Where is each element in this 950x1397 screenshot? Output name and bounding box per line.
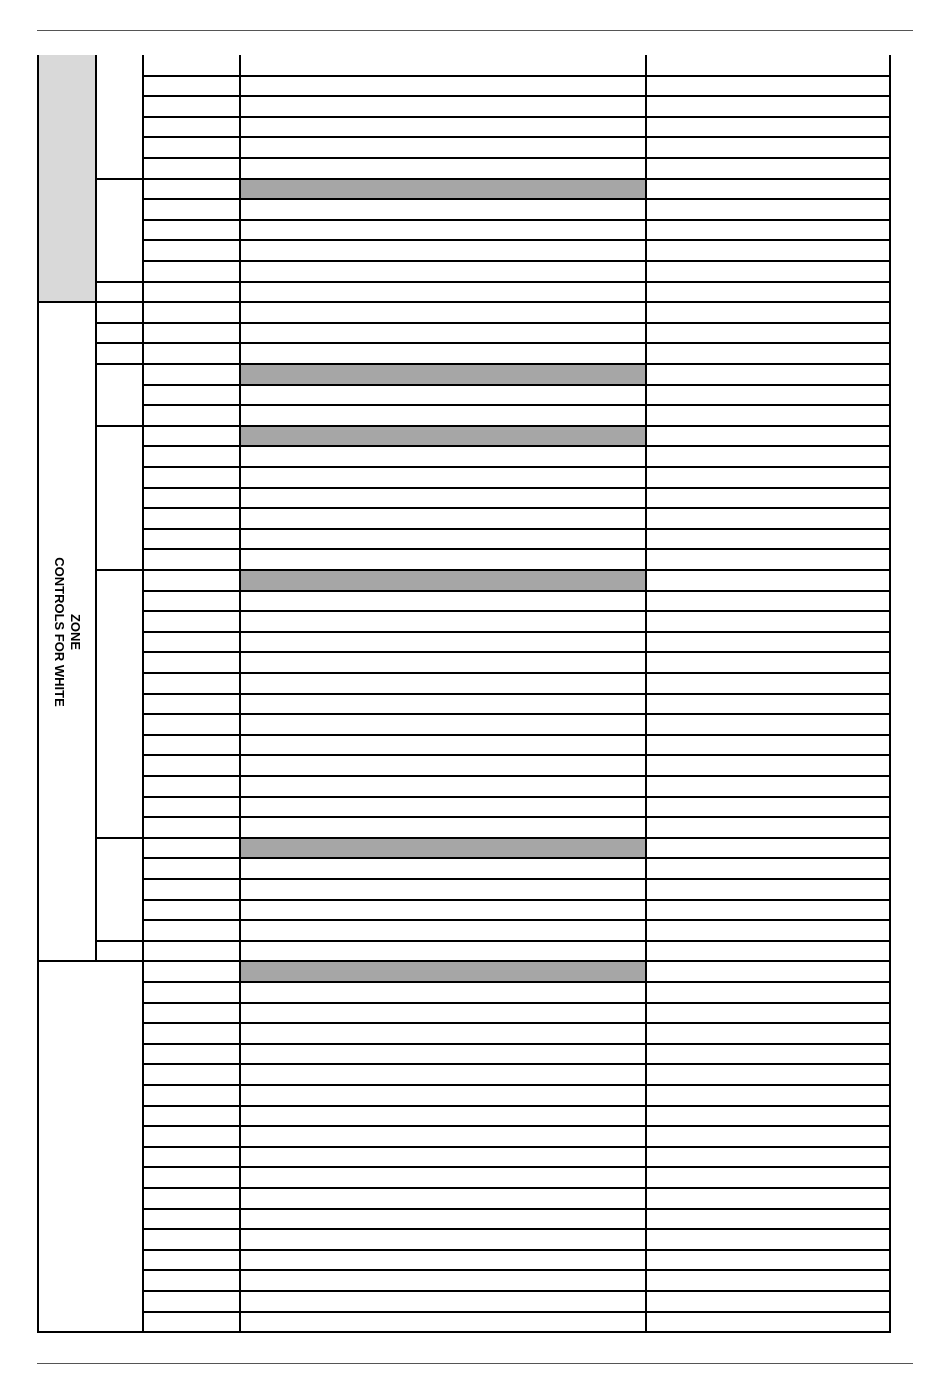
row-line xyxy=(143,466,891,468)
row-line xyxy=(143,610,891,612)
row-line xyxy=(143,816,891,818)
group-line xyxy=(96,940,144,942)
column-line xyxy=(142,55,144,1333)
row-line xyxy=(143,178,891,180)
row-line xyxy=(143,775,891,777)
zone-label-line2: CONTROLS FOR WHITE xyxy=(52,557,67,707)
row-line xyxy=(143,219,891,221)
row-line xyxy=(143,198,891,200)
group-line xyxy=(96,301,144,303)
row-line xyxy=(143,1002,891,1004)
row-line xyxy=(143,528,891,530)
group-line xyxy=(96,425,144,427)
row-line xyxy=(143,1166,891,1168)
row-line xyxy=(143,960,891,962)
row-line xyxy=(143,651,891,653)
group-line xyxy=(96,281,144,283)
row-line xyxy=(143,1187,891,1189)
group-line xyxy=(96,322,144,324)
row-line xyxy=(143,425,891,427)
shaded-row xyxy=(240,838,646,859)
row-line xyxy=(143,239,891,241)
group-line xyxy=(96,342,144,344)
group-line xyxy=(96,569,144,571)
row-line xyxy=(143,342,891,344)
row-line xyxy=(143,1228,891,1230)
group-line xyxy=(96,178,144,180)
table-right-border xyxy=(889,55,891,1333)
row-line xyxy=(143,384,891,386)
row-line xyxy=(143,693,891,695)
row-line xyxy=(143,1146,891,1148)
group-line xyxy=(96,363,144,365)
row-line xyxy=(143,981,891,983)
column-line xyxy=(645,55,647,1333)
row-line xyxy=(143,445,891,447)
row-line xyxy=(143,507,891,509)
shaded-row xyxy=(240,426,646,447)
row-line xyxy=(143,1063,891,1065)
row-line xyxy=(143,281,891,283)
row-line xyxy=(143,1022,891,1024)
row-line xyxy=(143,713,891,715)
row-line xyxy=(143,1125,891,1127)
row-line xyxy=(143,260,891,262)
row-line xyxy=(143,1043,891,1045)
row-line xyxy=(143,919,891,921)
column-line xyxy=(239,55,241,1333)
row-line xyxy=(143,1084,891,1086)
row-line xyxy=(143,136,891,138)
shaded-row xyxy=(240,961,646,982)
row-line xyxy=(143,322,891,324)
row-line xyxy=(143,95,891,97)
section-shade xyxy=(38,55,96,302)
row-line xyxy=(143,1208,891,1210)
row-line xyxy=(143,878,891,880)
row-line xyxy=(143,116,891,118)
row-line xyxy=(143,940,891,942)
group-line xyxy=(96,960,144,962)
row-line xyxy=(143,404,891,406)
row-line xyxy=(143,1311,891,1313)
row-line xyxy=(143,548,891,550)
row-line xyxy=(143,754,891,756)
row-line xyxy=(143,157,891,159)
row-line xyxy=(143,569,891,571)
row-line xyxy=(143,631,891,633)
row-line xyxy=(143,363,891,365)
row-line xyxy=(143,857,891,859)
shaded-row xyxy=(240,570,646,591)
row-line xyxy=(143,75,891,77)
shaded-row xyxy=(240,364,646,385)
row-line xyxy=(143,837,891,839)
row-line xyxy=(143,1249,891,1251)
zone-label-line1: ZONE xyxy=(68,613,83,650)
row-line xyxy=(143,796,891,798)
row-line xyxy=(143,1290,891,1292)
zone-controls-label xyxy=(38,302,96,961)
group-line xyxy=(96,837,144,839)
row-line xyxy=(143,590,891,592)
shaded-row xyxy=(240,179,646,200)
row-line xyxy=(143,1105,891,1107)
row-line xyxy=(143,899,891,901)
row-line xyxy=(143,301,891,303)
row-line xyxy=(143,1269,891,1271)
table-bottom-border xyxy=(38,1331,891,1333)
row-line xyxy=(143,734,891,736)
row-line xyxy=(143,487,891,489)
row-line xyxy=(143,672,891,674)
